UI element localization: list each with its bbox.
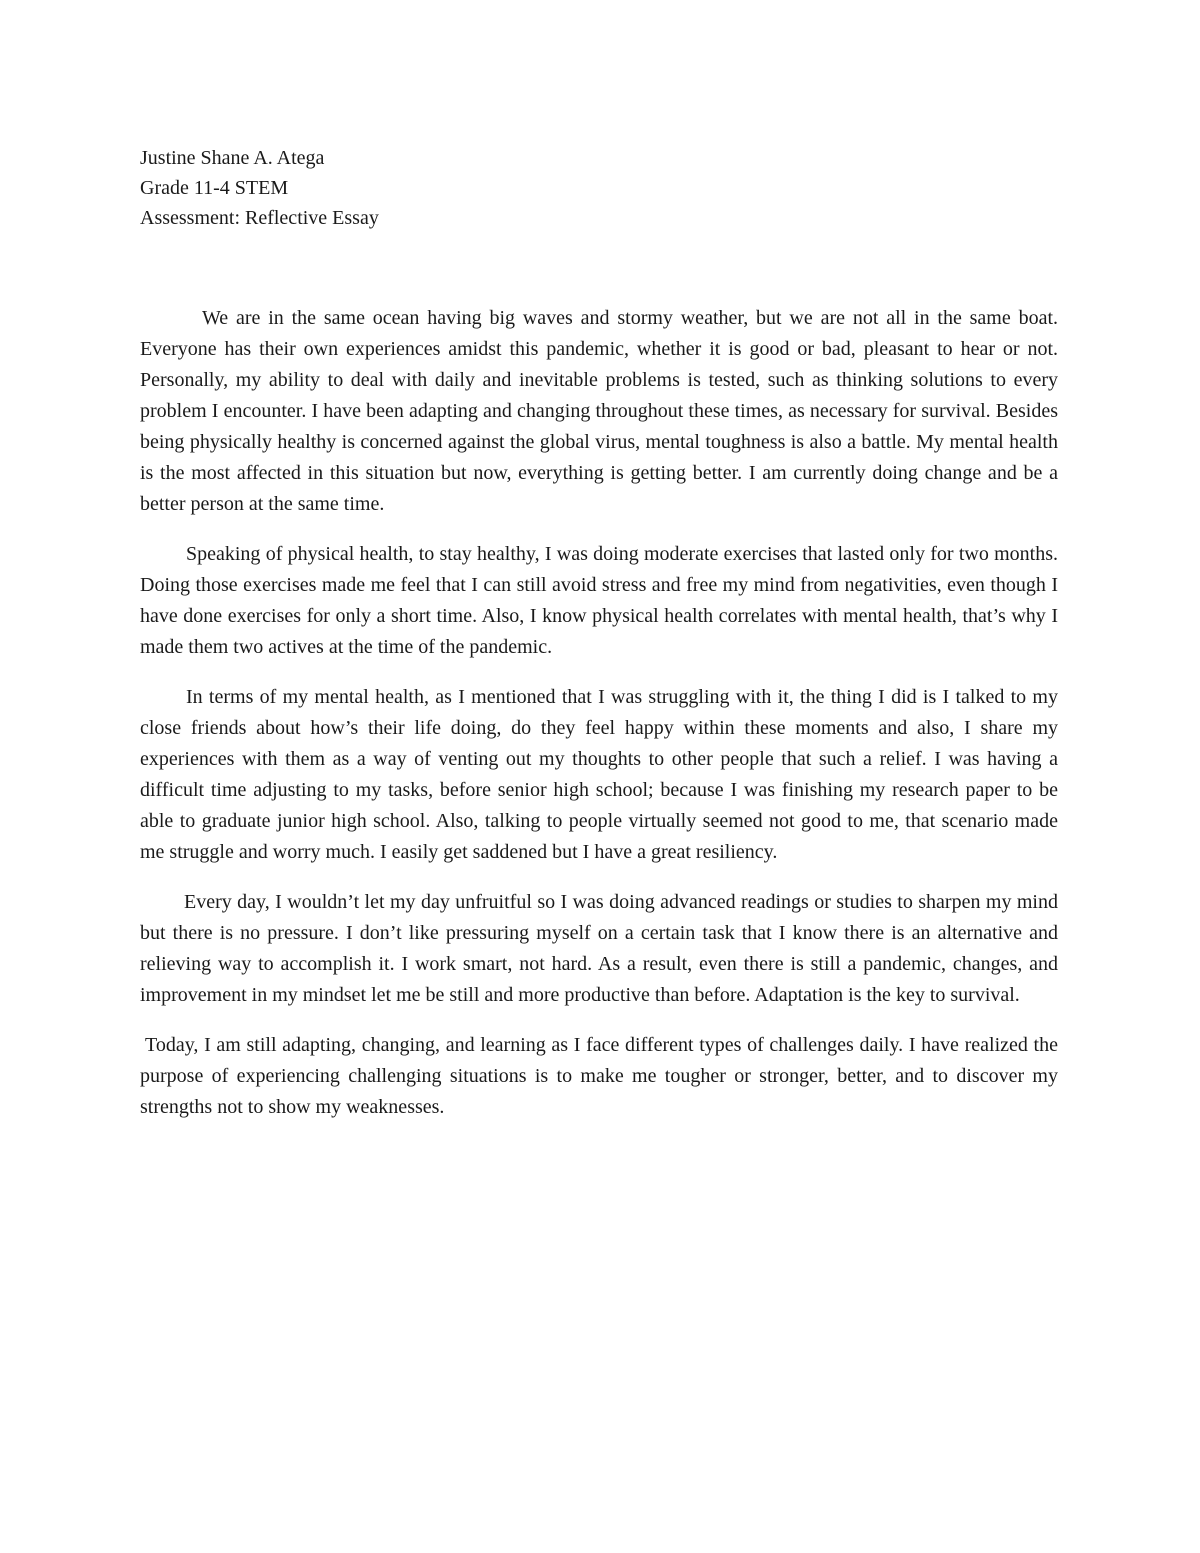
document-header	[140, 143, 379, 233]
grade-section: Grade 11-4 STEM	[140, 177, 289, 199]
essay-paragraph-3: In terms of my mental health, as I mentioned that I was struggling with it, the thing I did is I talked to my close friends about how’s their life doing, do they feel happy within these moments and also, I share my experiences with them as a way of venting out my thoughts to other people that such a relief. I was having a difficult time adjusting to my tasks, before senior high school; because I was finishing my research paper to be able to graduate junior high school. Also, talking to people virtually seemed not good to me, that scenario made me struggle and worry much. I easily get saddened but I have a great resiliency.	[140, 686, 1058, 863]
essay-paragraph-2: Speaking of physical health, to stay healthy, I was doing moderate exercises that lasted only for two months. Doing those exercises made me feel that I can still avoid stress and free my mind from negativities, even though I have done exercises for only a short time. Also, I know physical health correlates with mental health, that’s why I made them two actives at the time of the pandemic.	[140, 543, 1058, 658]
assessment-title: Assessment: Reflective Essay	[140, 207, 379, 229]
student-name: Justine Shane A. Atega	[140, 147, 325, 169]
essay-paragraph-5: Today, I am still adapting, changing, and learning as I face different types of challenges daily. I have realized the purpose of experiencing challenging situations is to make me tougher or stronger, better, and to discover my strengths not to show my weaknesses.	[140, 1034, 1058, 1118]
essay-paragraph-4: Every day, I wouldn’t let my day unfruitful so I was doing advanced readings or studies to sharpen my mind but there is no pressure. I don’t like pressuring myself on a certain task that I know there is an alternative and relieving way to accomplish it. I work smart, not hard. As a result, even there is still a pandemic, changes, and improvement in my mindset let me be still and more productive than before. Adaptation is the key to survival.	[140, 891, 1058, 1006]
essay-paragraph-1: We are in the same ocean having big waves and stormy weather, but we are not all in the same boat. Everyone has their own experiences amidst this pandemic, whether it is good or bad, pleasant to hear or not. Personally, my ability to deal with daily and inevitable problems is tested, such as thinking solutions to every problem I encounter. I have been adapting and changing throughout these times, as necessary for survival. Besides being physically healthy is concerned against the global virus, mental toughness is also a battle. My mental health is the most affected in this situation but now, everything is getting better. I am currently doing change and be a better person at the same time.	[140, 307, 1058, 515]
essay-body	[140, 303, 1058, 1142]
